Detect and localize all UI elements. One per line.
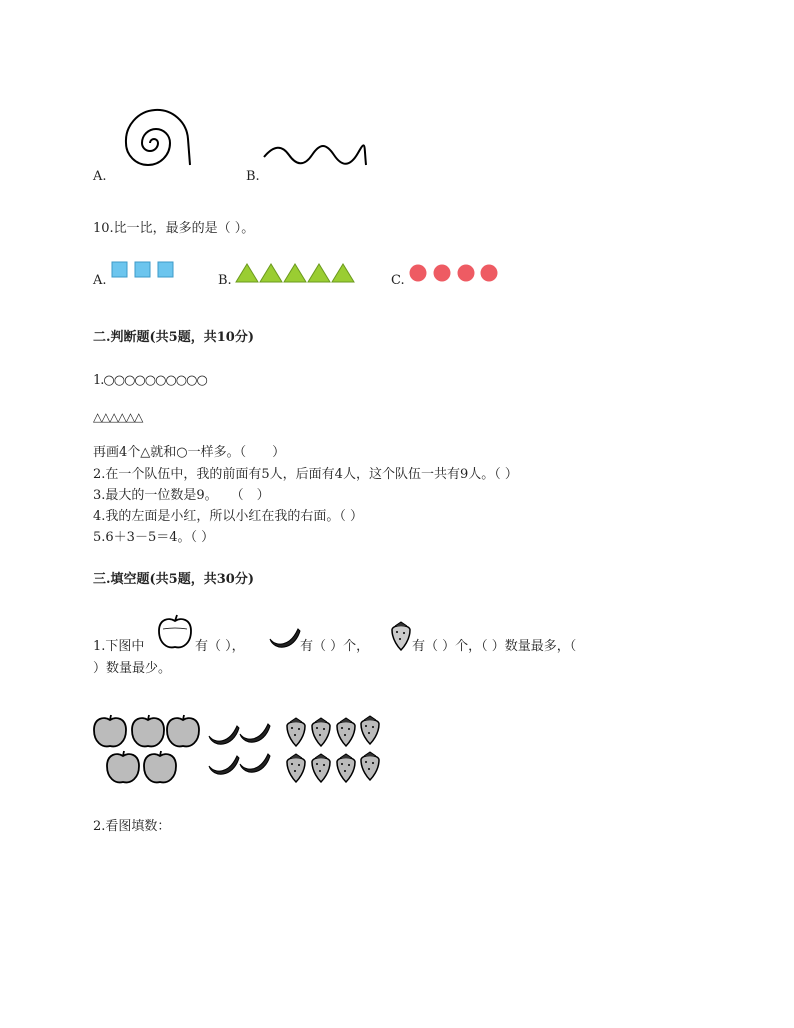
strawberry-icon [287, 718, 305, 746]
banana-icon [209, 756, 239, 774]
apple-icon [94, 715, 126, 746]
apple-icon [132, 715, 164, 746]
banana-icon [240, 724, 270, 742]
strawberry-icon [389, 622, 413, 652]
fill-q2: 2.看图填数： [93, 819, 171, 834]
green-triangles-group [236, 263, 361, 285]
judge-q1-stem: 再画4个△就和○一样多。（ ） [93, 445, 286, 460]
green-triangle-icon [236, 264, 258, 282]
apple-icon [144, 751, 176, 782]
banana-icon [209, 726, 239, 744]
strawberry-icon [337, 718, 355, 746]
red-circle-icon [481, 265, 498, 282]
q10-option-c-label: C. [391, 273, 405, 288]
red-circles-group [409, 264, 509, 286]
fill-q1-line2: ）数量最少。 [93, 661, 172, 676]
blue-square-icon [135, 262, 150, 277]
judge-q4: 4.我的左面是小红，所以小红在我的右面。（ ） [93, 509, 364, 524]
banana-icon [240, 754, 270, 772]
section3-title: 三.填空题(共5题，共30分) [93, 572, 254, 587]
strawberry-icon [361, 716, 379, 744]
strawberry-icon [312, 718, 330, 746]
strawberry-icon [312, 754, 330, 782]
q10-option-b-label: B. [218, 273, 232, 288]
judge-q2: 2.在一个队伍中，我的前面有5人，后面有4人，这个队伍一共有9人。（ ） [93, 467, 518, 482]
red-circle-icon [410, 265, 427, 282]
blue-squares-group [111, 261, 181, 281]
apple-icon [167, 715, 199, 746]
green-triangle-icon [284, 264, 306, 282]
q10-stem: 10.比一比，最多的是（ ）。 [93, 221, 255, 236]
q10-option-a-label: A. [93, 273, 107, 288]
fill-q1-part4: 有（ ）个，（ ）数量最多，（ [412, 639, 577, 654]
judge-q1-triangles: △△△△△△ [93, 410, 143, 424]
strawberry-icon [287, 754, 305, 782]
option-a-label: A. [93, 169, 107, 184]
apple-icon [107, 751, 139, 782]
banana-icon [268, 625, 302, 653]
spiral-icon [110, 95, 210, 175]
section2-title: 二.判断题(共5题，共10分) [93, 330, 254, 345]
red-circle-icon [434, 265, 451, 282]
green-triangle-icon [332, 264, 354, 282]
wave-icon [264, 145, 374, 175]
apple-icon [157, 615, 193, 651]
judge-q3: 3.最大的一位数是9。 （ ） [93, 488, 270, 503]
fill-q1-part1: 1.下图中 [93, 639, 145, 654]
blue-square-icon [158, 262, 173, 277]
fruit-picture [92, 712, 392, 787]
red-circle-icon [458, 265, 475, 282]
strawberry-icon [337, 754, 355, 782]
judge-q5: 5.6＋3－5＝4。（ ） [93, 530, 215, 545]
option-b-label: B. [246, 169, 260, 184]
blue-square-icon [112, 262, 127, 277]
strawberry-icon [361, 752, 379, 780]
fill-q1-part3: 有（ ）个， [300, 639, 370, 654]
fill-q1-part2: 有（ ）， [195, 639, 245, 654]
judge-q1-circles: 1.○○○○○○○○○○ [93, 373, 207, 388]
green-triangle-icon [260, 264, 282, 282]
green-triangle-icon [308, 264, 330, 282]
